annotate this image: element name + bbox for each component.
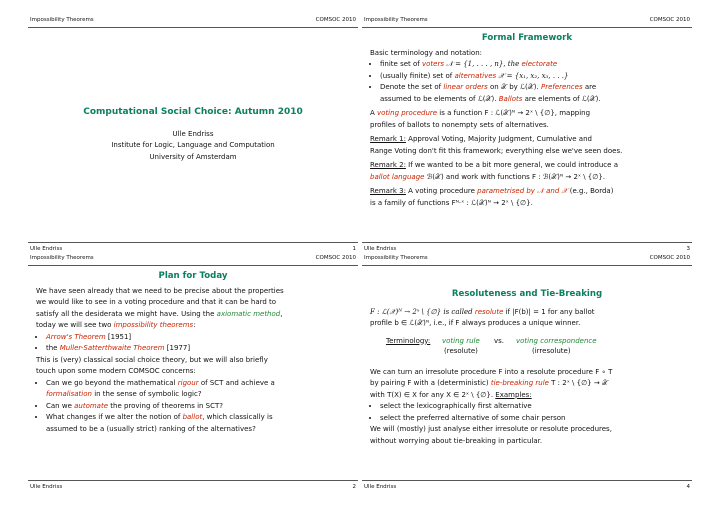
list-item: • Can we go beyond the mathematical rigour of SCT and achieve a formalisation in the sense of symbolic logic? — [46, 378, 350, 401]
slide-header — [28, 15, 358, 28]
slide-body — [36, 269, 350, 435]
term-resolute: (resolute) — [444, 346, 478, 355]
page-number: 2 — [352, 484, 356, 490]
list-item: • Denote the set of linear orders on 𝒳 by ℒ(𝒳). Preferences are assumed to be elements of ℒ(𝒳). Ballots are elements of ℒ(𝒳). — [380, 82, 684, 105]
term-voting-correspondence: voting correspondence — [516, 336, 597, 345]
slide-header — [362, 253, 692, 266]
slide-body — [370, 31, 684, 209]
page-number: 1 — [352, 246, 356, 252]
slide-title: Formal Framework — [481, 33, 573, 43]
header-right: COMSOC 2010 — [649, 17, 690, 23]
list-item: • (usually finite) set of alternatives 𝒳 = {x₁, x₂, x₃, . . .} — [380, 71, 684, 83]
bullet-list — [36, 378, 350, 436]
list-item: • Arrow's Theorem [1951] — [46, 332, 350, 344]
definition-text: F : ℒ(𝒳)ᴺ → 2ˣ \ {∅} is called resolute if |F(b)| = 1 for any ballot profile b ∈ ℒ(𝒳)ᴺ, i.e., if F always produces a unique winner. — [370, 307, 595, 327]
header-left: Impossibility Theorems — [364, 17, 428, 23]
institute: Institute for Logic, Language and Computation — [111, 141, 275, 149]
bullet-list — [36, 332, 350, 355]
list-item: • select the preferred alternative of some chair person — [380, 413, 684, 425]
list-item: • select the lexicographically first alternative — [380, 401, 684, 413]
slide-title: Computational Social Choice: Autumn 2010 — [83, 107, 303, 117]
list-item: • the Muller-Satterthwaite Theorem [1977] — [46, 343, 350, 355]
slide-4 — [362, 253, 692, 493]
tie-breaking-text: We can turn an irresolute procedure F into a resolute procedure F ∘ T by pairing F with a (deterministic) tie-breaking rule T : 2ˣ \ {∅} → 𝒳 with T(X) ∈ X for any X ∈ 2ˣ \ {∅}. Examples: — [370, 367, 613, 399]
header-right: COMSOC 2010 — [315, 255, 356, 261]
terminology-block — [370, 336, 684, 359]
footer-author: Ulle Endriss — [30, 484, 63, 490]
bullet-list — [370, 401, 684, 424]
definition-text: A voting procedure is a function F : ℒ(𝒳)ᴺ → 2ˣ \ {∅}, mapping profiles of ballots to nonempty sets of alternatives. — [370, 109, 591, 129]
list-item: • Can we automate the proving of theorems in SCT? — [46, 401, 350, 413]
closing-text: We will (mostly) just analyse either irresolute or resolute procedures, without worrying about tie-breaking in particular. — [370, 425, 612, 445]
header-right: COMSOC 2010 — [315, 17, 356, 23]
slide-body — [370, 289, 684, 447]
slide-title: Resoluteness and Tie-Breaking — [451, 289, 603, 299]
remark-2: Remark 2: If we wanted to be a bit more general, we could introduce a ballot language ℬ(𝒳) and work with functions F : ℬ(𝒳)ᴺ → 2ˣ \ {∅}. — [370, 161, 618, 181]
author: Ulle Endriss — [172, 129, 214, 138]
list-item: • What changes if we alter the notion of ballot, which classically is assumed to be a (usually strict) ranking of the alternatives? — [46, 412, 350, 435]
slide-1 — [28, 15, 358, 255]
remark-1: Remark 1: Approval Voting, Majority Judgment, Cumulative and Range Voting don't fit this framework; everything else we've seen does. — [370, 135, 623, 155]
intro-text: Basic terminology and notation: — [370, 48, 482, 57]
header-right: COMSOC 2010 — [649, 255, 690, 261]
slide-footer — [362, 480, 692, 493]
header-left: Impossibility Theorems — [30, 255, 94, 261]
mid-text: This is (very) classical social choice theory, but we will also briefly touch upon some modern COMSOC concerns: — [36, 355, 268, 375]
terminology-label: Terminology: — [386, 336, 431, 345]
slide-3 — [362, 15, 692, 255]
bullet-list — [370, 59, 684, 105]
slide-header — [362, 15, 692, 28]
vs-text: vs. — [494, 336, 505, 345]
footer-author: Ulle Endriss — [364, 484, 397, 490]
slide-header — [28, 253, 358, 266]
slide-title: Plan for Today — [158, 271, 228, 281]
header-left: Impossibility Theorems — [30, 17, 94, 23]
term-irresolute: (irresolute) — [532, 346, 571, 355]
header-left: Impossibility Theorems — [364, 255, 428, 261]
list-item: • finite set of voters 𝒩 = {1, . . . , n}, the electorate — [380, 59, 684, 71]
page-number: 4 — [686, 484, 690, 490]
slide-2 — [28, 253, 358, 493]
term-voting-rule: voting rule — [442, 336, 480, 345]
intro-text: We have seen already that we need to be precise about the properties we would like to see in a voting procedure and that it can be hard to satisfy all the desiderata we might have. Using the axiomatic method, today we will see two impossibility theorems: — [36, 286, 284, 329]
footer-author: Ulle Endriss — [364, 246, 397, 252]
slide-body — [36, 107, 350, 163]
footer-author: Ulle Endriss — [30, 246, 63, 252]
university: University of Amsterdam — [149, 152, 237, 161]
remark-3: Remark 3: A voting procedure parametrised by 𝒩 and 𝒳 (e.g., Borda) is a family of functions Fᴺ·ˣ : ℒ(𝒳)ᴺ → 2ˣ \ {∅}. — [370, 187, 614, 207]
slide-footer — [28, 480, 358, 493]
page-number: 3 — [686, 246, 690, 252]
